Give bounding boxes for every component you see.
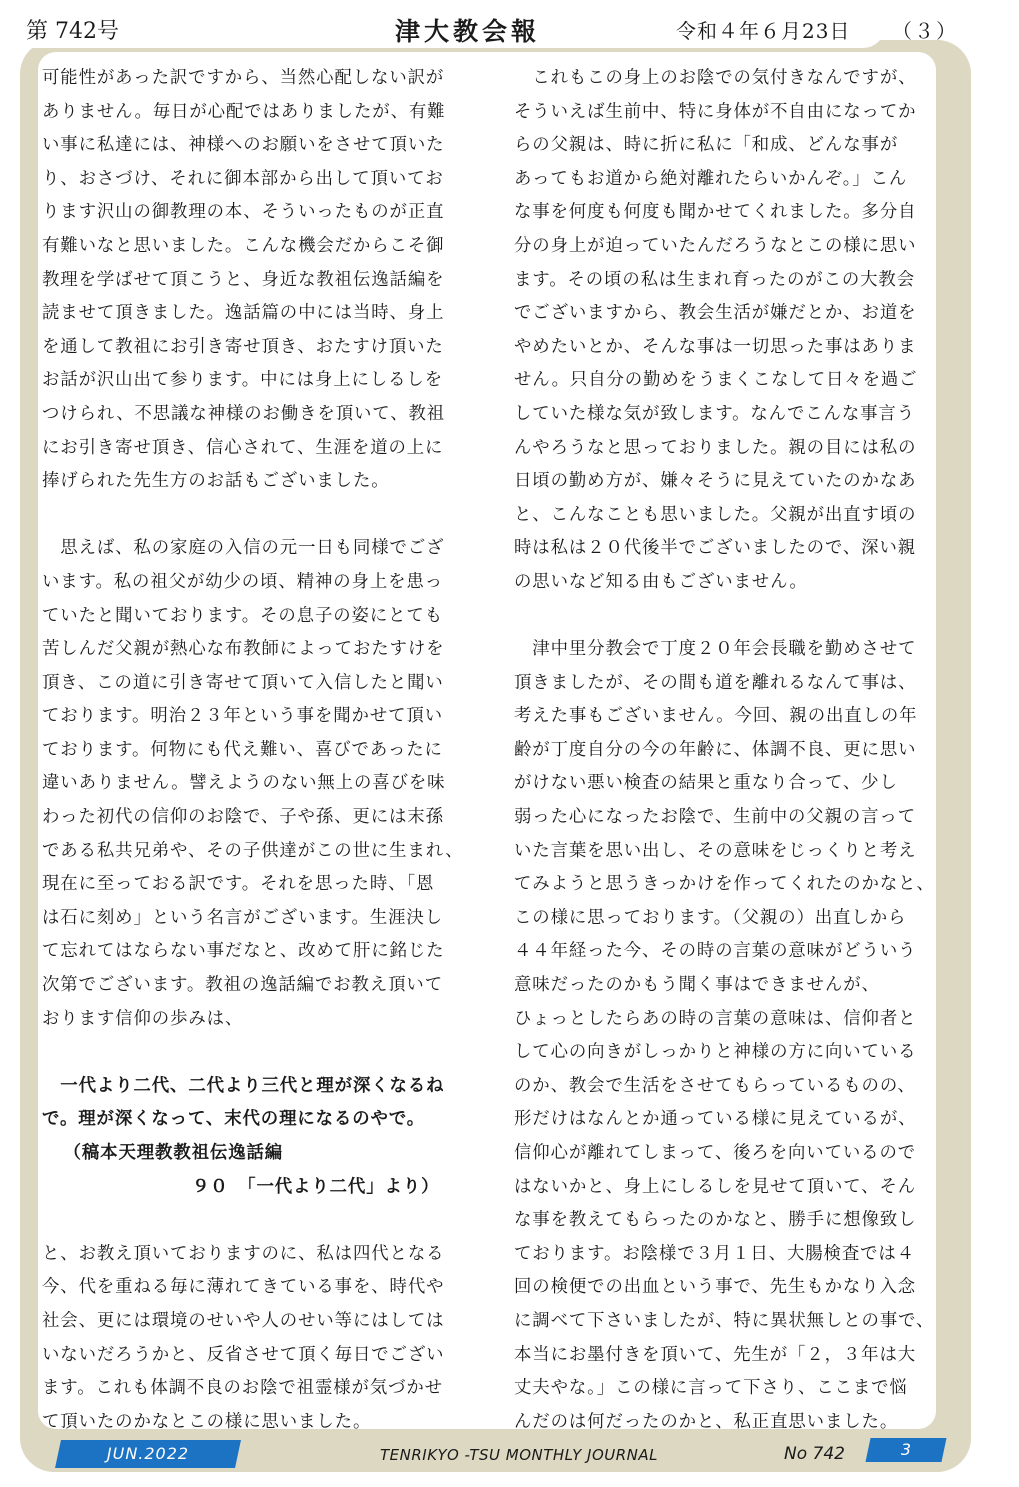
text-line: 社会、更には環境のせいや人のせい等にはしては bbox=[42, 1310, 445, 1331]
text-line: 齢が丁度自分の今の年齢に、体調不良、更に思い bbox=[514, 739, 917, 760]
quote-line: 一代より二代、二代より三代と理が深くなるね bbox=[42, 1075, 445, 1096]
text-line: 今、代を重ねる毎に薄れてきている事を、時代や bbox=[42, 1277, 445, 1298]
text-line: ていたと聞いております。その息子の姿にとても bbox=[42, 605, 444, 626]
text-line: はないかと、身上にしるしを見せて頂いて、そん bbox=[514, 1176, 917, 1197]
page-header bbox=[0, 0, 1019, 48]
footer-journal-name: TENRIKYO -TSU MONTHLY JOURNAL bbox=[380, 1446, 659, 1464]
text-line: あってもお道から絶対離れたらいかんぞ。」こん bbox=[514, 168, 908, 189]
text-line: な事を何度も何度も聞かせてくれました。多分自 bbox=[514, 202, 917, 223]
text-line: の思いなど知る由もございません。 bbox=[514, 571, 808, 592]
text-line: これもこの身上のお陰での気付きなんですが、 bbox=[514, 68, 917, 88]
header-page-number: （３） bbox=[892, 19, 958, 43]
text-line: な事を教えてもらったのかなと、勝手に想像致し bbox=[514, 1210, 917, 1231]
text-line: い事に私達には、神様へのお願いをさせて頂いた bbox=[42, 135, 445, 156]
text-line: ひょっとしたらあの時の言葉の意味は、信仰者と bbox=[514, 1008, 917, 1029]
text-line: 頂き、この道に引き寄せて頂いて入信したと聞い bbox=[42, 672, 444, 693]
text-line: ます。その頃の私は生まれ育ったのがこの大教会 bbox=[514, 269, 916, 290]
text-line: お話が沢山出て参ります。中には身上にしるしを bbox=[42, 370, 444, 391]
text-line: 津中里分教会で丁度２０年会長職を勤めさせて bbox=[514, 639, 917, 660]
text-line: 信仰心が離れてしまって、後ろを向いているので bbox=[514, 1143, 917, 1163]
text-line: 回の検便での出血という事で、先生もかなり入念 bbox=[514, 1277, 917, 1298]
text-line: 次第でございます。教祖の逸話編でお教え頂いて bbox=[42, 975, 444, 996]
paragraph-break bbox=[42, 1204, 472, 1238]
text-line: 現在に至っておる訳です。それを思った時、「恩 bbox=[42, 874, 435, 895]
text-line: 可能性があった訳ですから、当然心配しない訳が bbox=[42, 68, 445, 88]
text-line: 有難いなと思いました。こんな機会だからこそ御 bbox=[42, 235, 445, 256]
quote-line: （稿本天理教教祖伝逸話編 bbox=[54, 1143, 284, 1163]
text-line: ４４年経った今、その時の言葉の意味がどういう bbox=[514, 941, 917, 962]
text-line: 本当にお墨付きを頂いて、先生が「２，３年は大 bbox=[514, 1344, 917, 1365]
text-line: 意味だったのかもう聞く事はできませんが、 bbox=[514, 975, 880, 996]
text-line: と、お教え頂いておりますのに、私は四代となる bbox=[42, 1243, 445, 1264]
text-line: 日頃の勤め方が、嫌々そうに見えていたのかなあ bbox=[514, 471, 917, 492]
text-line: していた様な気が致します。なんでこんな事言う bbox=[514, 403, 916, 424]
footer-issue-number: No 742 bbox=[784, 1444, 845, 1464]
text-line: ありません。毎日が心配ではありましたが、有難 bbox=[42, 101, 446, 122]
text-line: のか、教会で生活をさせてもらっているものの、 bbox=[514, 1075, 916, 1096]
text-line: は石に刻め」という名言がございます。生涯決し bbox=[42, 907, 444, 928]
text-line: おります信仰の歩みは、 bbox=[42, 1008, 244, 1029]
text-line: にお引き寄せ頂き、信心されて、生涯を道の上に bbox=[42, 437, 444, 458]
text-line: ております。明治２３年という事を聞かせて頂い bbox=[42, 706, 444, 727]
newsletter-title: 津大教会報 bbox=[395, 17, 541, 46]
text-line: 考えた事もございません。今回、親の出直しの年 bbox=[514, 706, 918, 727]
text-line: てみようと思うきっかけを作ってくれたのかなと、 bbox=[514, 874, 935, 895]
text-line: やめたいとか、そんな事は一切思った事はありま bbox=[514, 336, 917, 357]
text-line: て頂いたのかなとこの様に思いました。 bbox=[42, 1411, 372, 1432]
text-line: そういえば生前中、特に身体が不自由になってか bbox=[514, 101, 917, 122]
text-line: に調べて下さいましたが、特に異状無しとの事で、 bbox=[514, 1310, 935, 1331]
paragraph-break bbox=[42, 1036, 472, 1070]
text-line: と、こんなことも思いました。父親が出直す頃の bbox=[514, 504, 917, 525]
text-line: り、おさづけ、それに御本部から出して頂いてお bbox=[42, 168, 444, 189]
text-line: 時は私は２０代後半でございましたので、深い親 bbox=[514, 538, 917, 559]
footer-page-number: 3 bbox=[900, 1440, 912, 1459]
text-line: 分の身上が迫っていたんだろうなとこの様に思い bbox=[514, 235, 917, 256]
text-line: 弱った心になったお陰で、生前中の父親の言って bbox=[514, 807, 917, 828]
text-line: 読ませて頂きました。逸話篇の中には当時、身上 bbox=[42, 303, 445, 324]
text-line: を通して教祖にお引き寄せ頂き、おたすけ頂いた bbox=[42, 336, 444, 357]
footer-month-badge bbox=[55, 1440, 241, 1468]
text-line: せん。只自分の勤めをうまくこなして日々を過ご bbox=[514, 370, 918, 391]
text-line: して心の向きがしっかりと神様の方に向いている bbox=[514, 1042, 917, 1063]
text-line: 苦しんだ父親が熱心な布教師によっておたすけを bbox=[42, 639, 445, 660]
issue-number: 第 742号 bbox=[26, 19, 119, 44]
text-line: 頂きましたが、その間も道を離れるなんて事は、 bbox=[514, 672, 917, 693]
text-line: んだのは何だったのかと、私正直思いました。 bbox=[514, 1411, 899, 1432]
footer-page-badge bbox=[865, 1438, 946, 1462]
text-line: ります沢山の御教理の本、そういったものが正直 bbox=[42, 202, 445, 223]
quote-line: ９０ 「一代より二代」より） bbox=[192, 1176, 440, 1197]
article-content bbox=[38, 52, 936, 1432]
text-line: んやろうなと思っておりました。親の目には私の bbox=[514, 437, 917, 458]
text-line: 形だけはなんとか通っている様に見えているが、 bbox=[514, 1109, 917, 1130]
text-line: ております。お陰様で３月１日、大腸検査では４ bbox=[514, 1243, 916, 1264]
text-line: 思えば、私の家庭の入信の元一日も同様でござ bbox=[42, 538, 445, 559]
text-line: この様に思っております。（父親の）出直しから bbox=[514, 907, 907, 928]
text-line: わった初代の信仰のお陰で、子や孫、更には末孫 bbox=[42, 807, 444, 828]
text-line: つけられ、不思議な神様のお働きを頂いて、教祖 bbox=[42, 403, 446, 424]
text-line: います。私の祖父が幼少の頃、精神の身上を患っ bbox=[42, 571, 444, 592]
text-line: 違いありません。譬えようのない無上の喜びを味 bbox=[42, 773, 446, 794]
text-line: 教理を学ばせて頂こうと、身近な教祖伝逸話編を bbox=[42, 269, 445, 290]
text-line: らの父親は、時に折に私に「和成、どんな事が bbox=[514, 135, 899, 156]
text-line: がけない悪い検査の結果と重なり合って、少し bbox=[514, 773, 898, 794]
issue-date: 令和４年６月23日 bbox=[676, 19, 851, 43]
text-line: いないだろうかと、反省させて頂く毎日でござい bbox=[42, 1344, 445, 1365]
paragraph-break bbox=[514, 600, 934, 634]
text-line: でございますから、教会生活が嫌だとか、お道を bbox=[514, 303, 917, 324]
footer-month: JUN.2022 bbox=[106, 1444, 190, 1463]
text-line: いた言葉を思い出し、その意味をじっくりと考え bbox=[514, 840, 917, 861]
left-column bbox=[42, 62, 472, 1439]
text-line: ます。これも体調不良のお陰で祖霊様が気づかせ bbox=[42, 1378, 444, 1399]
text-line: 捧げられた先生方のお話もございました。 bbox=[42, 471, 390, 492]
text-line: 丈夫やな。」この様に言って下さり、ここまで悩 bbox=[514, 1378, 908, 1399]
quote-line: で。理が深くなって、末代の理になるのやで。 bbox=[42, 1109, 426, 1130]
paragraph-break bbox=[42, 499, 472, 533]
text-line: ております。何物にも代え難い、喜びであったに bbox=[42, 739, 443, 760]
text-line: て忘れてはならない事だなと、改めて肝に銘じた bbox=[42, 941, 445, 962]
text-line: である私共兄弟や、その子供達がこの世に生まれ、 bbox=[42, 840, 464, 861]
right-column bbox=[514, 62, 934, 1439]
